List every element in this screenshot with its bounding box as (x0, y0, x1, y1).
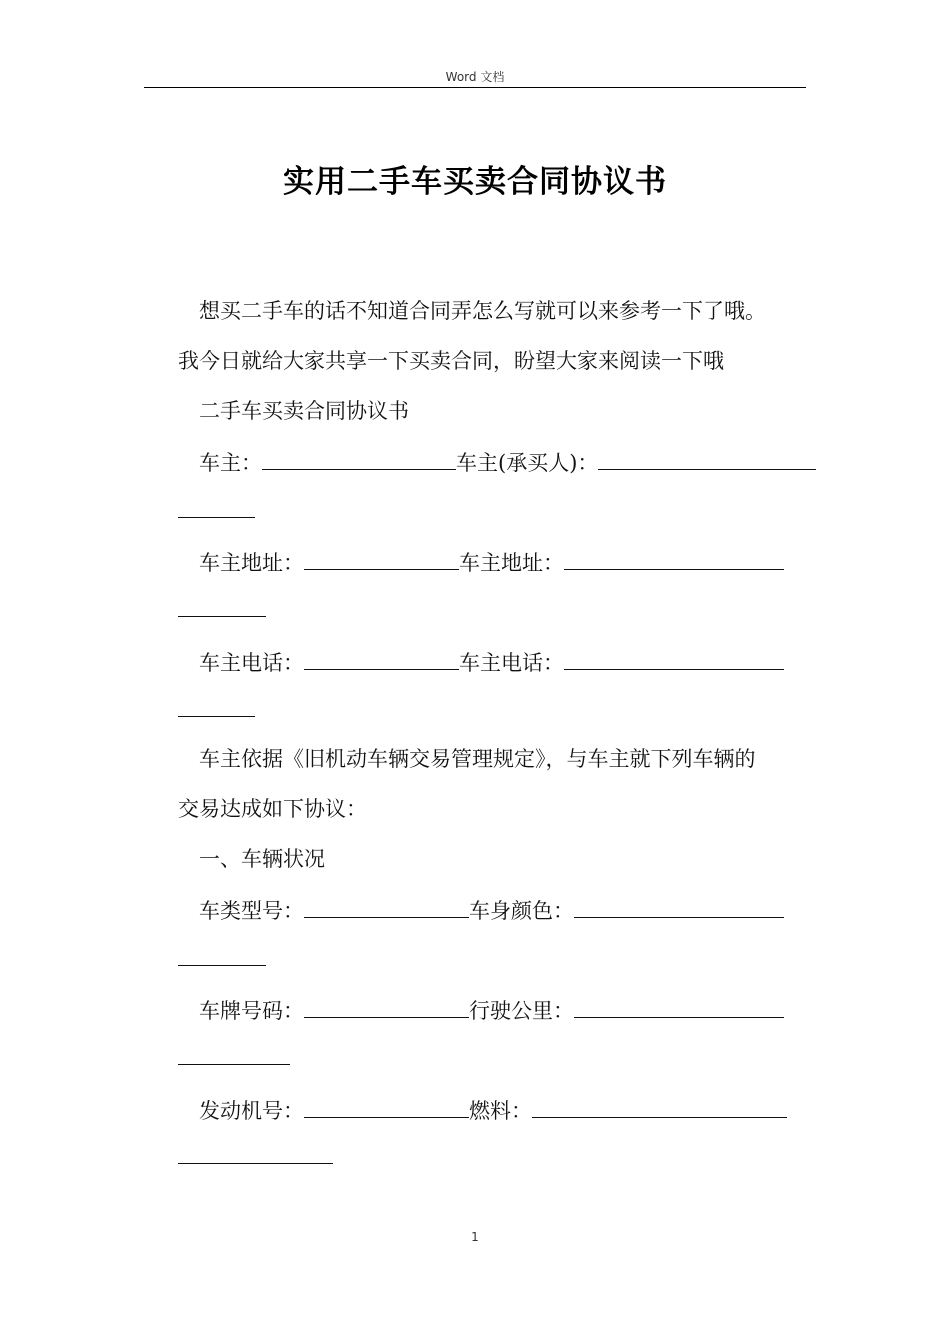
buyer-label: 车主(承买人)： (456, 451, 599, 475)
plate-label: 车牌号码： (199, 999, 304, 1023)
engine-fuel-row (199, 1095, 787, 1125)
intro-line-2: 我今日就给大家共享一下买卖合同，盼望大家来阅读一下哦 (178, 349, 724, 373)
address-blank-2[interactable] (564, 547, 784, 570)
contract-subtitle: 二手车买卖合同协议书 (199, 399, 409, 423)
fuel-label: 燃料： (469, 1099, 532, 1123)
header-rule (144, 87, 806, 88)
mileage-blank[interactable] (574, 995, 784, 1018)
model-label: 车类型号： (199, 899, 304, 923)
fuel-blank-continued[interactable] (178, 1163, 333, 1164)
page-header: Word 文档 (445, 70, 505, 84)
address-blank-1[interactable] (304, 547, 459, 570)
owner-row (199, 447, 816, 477)
engine-label: 发动机号： (199, 1099, 304, 1123)
model-color-row (199, 895, 784, 925)
color-blank-continued[interactable] (178, 965, 266, 966)
plate-blank[interactable] (304, 995, 469, 1018)
mileage-blank-continued[interactable] (178, 1064, 290, 1065)
phone-label-1: 车主电话： (199, 651, 304, 675)
phone-row (199, 647, 784, 677)
phone-blank-continued[interactable] (178, 716, 255, 717)
page-number: 1 (471, 1230, 479, 1244)
phone-blank-1[interactable] (304, 647, 459, 670)
address-row (199, 547, 784, 577)
address-label-1: 车主地址： (199, 551, 304, 575)
section-heading: 一、车辆状况 (199, 847, 325, 871)
mileage-label: 行驶公里： (469, 999, 574, 1023)
model-blank[interactable] (304, 895, 469, 918)
agreement-line-2: 交易达成如下协议： (178, 797, 367, 821)
engine-blank[interactable] (304, 1095, 469, 1118)
buyer-blank[interactable] (598, 447, 816, 470)
color-blank[interactable] (574, 895, 784, 918)
intro-line-1: 想买二手车的话不知道合同弄怎么写就可以来参考一下了哦。 (199, 299, 766, 323)
fuel-blank[interactable] (532, 1095, 787, 1118)
buyer-blank-continued[interactable] (178, 517, 255, 518)
phone-blank-2[interactable] (564, 647, 784, 670)
owner-blank[interactable] (262, 447, 456, 470)
color-label: 车身颜色： (469, 899, 574, 923)
owner-label: 车主： (199, 451, 262, 475)
agreement-line-1: 车主依据《旧机动车辆交易管理规定》，与车主就下列车辆的 (199, 747, 756, 771)
address-blank-continued[interactable] (178, 616, 266, 617)
document-title: 实用二手车买卖合同协议书 (283, 164, 667, 200)
phone-label-2: 车主电话： (459, 651, 564, 675)
address-label-2: 车主地址： (459, 551, 564, 575)
plate-mileage-row (199, 995, 784, 1025)
